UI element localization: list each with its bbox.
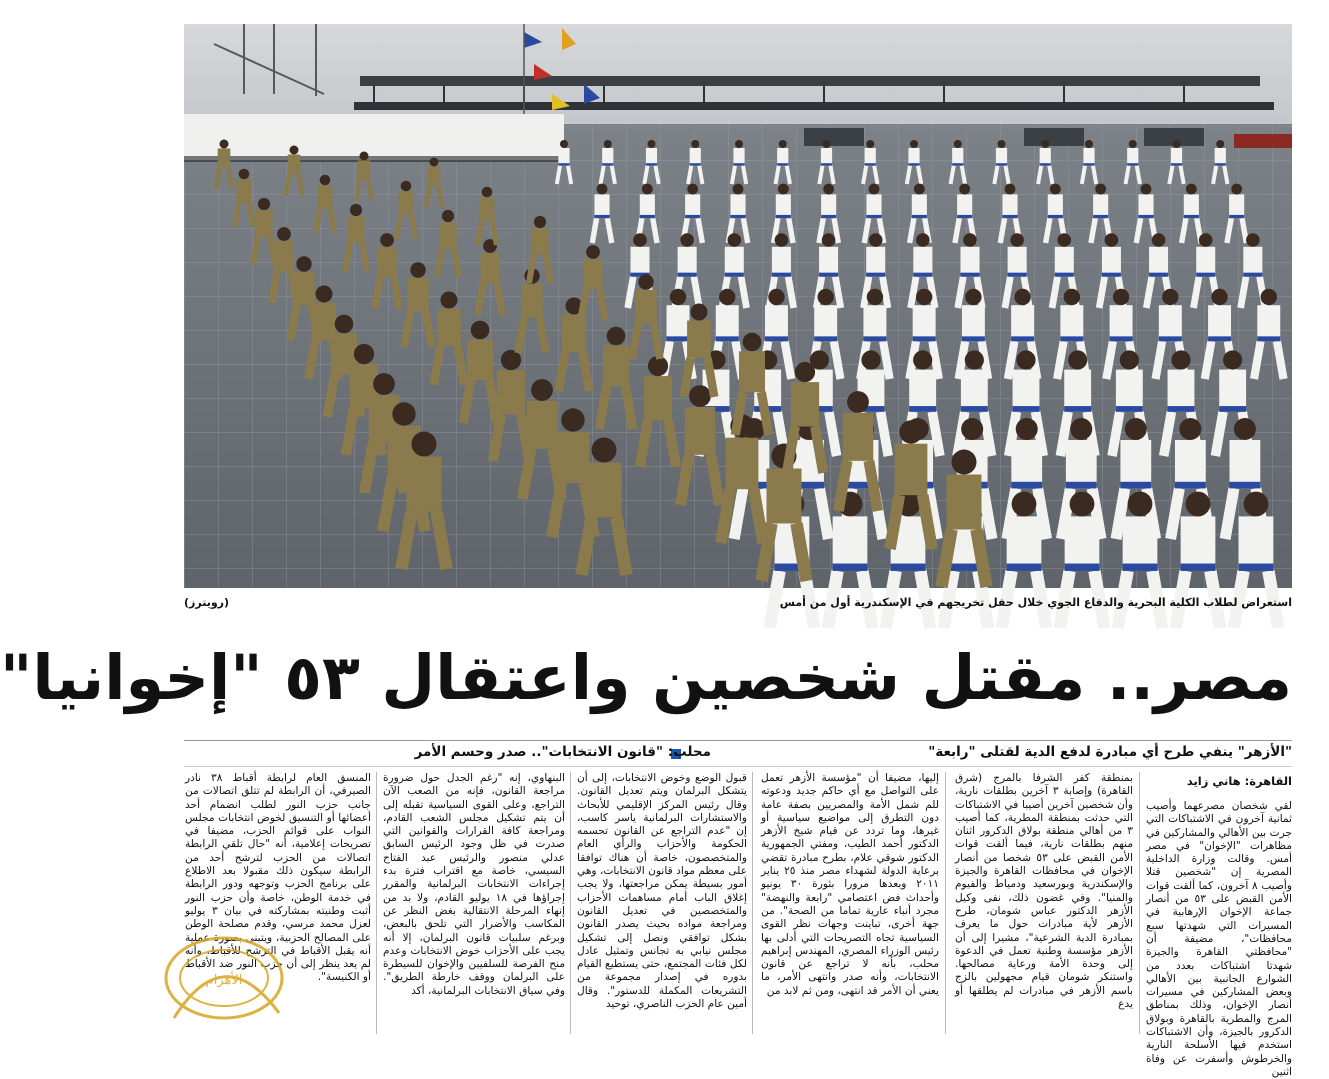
officer-line [184, 114, 564, 160]
article-column-2 [955, 772, 1133, 1034]
article-column-4 [577, 772, 747, 1034]
column-divider [570, 772, 571, 1034]
column-text: بمنطقة كفر الشرفا بالمرج (شرق القاهرة) وإصابة ٣ آخرين بطلقات نارية، وأن شخصين آخرين أصيبا في الاشتباكات التي حدثت بمنطقة المطرية، كما أصيب ٣ من أهالي منطقة بولاق الدكرور اثنان منهم بطلقات نارية، فيما ألقت قوات الأمن القبض على ٥٣ شخصا من أنصار الإخوان في محافظات القاهرة والجيزة والإسكندرية وبورسعيد ودمياط والفيوم والمنيا". وفي غضون ذلك، نفى وكيل الأزهر الدكتور عباس شومان، طرح الأزهر لأية مبادرات حول ما يعرف بمبادرة الدية الشرعية"، مشيرا إلى أن الأزهر مؤسسة وطنية تعمل في الدعوة إلى وحدة الأمة ورعاية مصالحها. واستنكر شومان قيام مجهولين بالزج باسم الأزهر في مبادرات لم يطلقها أو يدع [955, 772, 1133, 1011]
byline: القاهرة: هاني زايد [1186, 774, 1292, 788]
news-photo [184, 24, 1292, 588]
strap-bottom-rule [184, 766, 1292, 767]
article-column-3 [761, 772, 939, 1034]
column-text: البنهاوي، إنه "رغم الجدل حول ضرورة مراجعة القانون، فإنه من الصعب الآن التراجع، وعلى القوى السياسية تقبله إلى أن يتم تشكيل مجلس الشعب القادم، ومراجعة كافة القرارات والقوانين التي صدرت في ظل وجود الرئيس السابق عدلي منصور والرئيس عبد الفتاح السيسي، خاصة مع اقتراب فترة بدء إجراءات الانتخابات البرلمانية والمقرر إجراؤها في ١٨ يوليو القادم، ولا بد من إنهاء المرحلة الانتقالية بغض النظر عن المكاسب والأضرار التي تلحق بالبعض، وبرغم سلبيات قانون البرلمان، إلا أنه يجب على الأحزاب خوض الانتخابات وعدم منح الفرصة للسلفيين والإخوان للسيطرة على البرلمان ووقف خارطة الطريق". وفي سياق الانتخابات البرلمانية، أكد [383, 772, 566, 997]
pier [360, 76, 1260, 86]
subheadline-mahlab: محلب: "قانون الانتخابات".. صدر وحسم الأمر [414, 744, 711, 760]
column-text: لقي شخصان مصرعهما وأصيب ثمانية آخرون في الاشتباكات التي جرت بين الأهالي والمشاركين في مظاهرات "الإخوان" في مصر أمس. وقالت وزارة الداخلية المصرية إن "شخصين قتلا وأصيب ٨ آخرون، كما ألقت قوات الأمن القبض على ٥٣ من أنصار جماعة الإخوان الإرهابية في المسيرات التي شهدتها سبع محافظات"، مضيفة أن "محافظتي القاهرة والجيزة شهدتا اشتباكات بعدد من الشوارع الجانبية بين الأهالي وبعض المشاركين في مسيرات أنصار الإخوان، وذلك بمناطق المرج والمطرية بالقاهرة وبولاق الدكرور بالجيزة، وأن الاشتباكات استخدم فيها الأسلحة النارية والخرطوش وأسفرت عن وفاة اثنين [1146, 800, 1292, 1078]
photo-caption: استعراض لطلاب الكلية البحرية والدفاع الجوي خلال حفل تخريجهم في الإسكندرية أول من أمس [779, 596, 1292, 609]
headline: مصر.. مقتل شخصين واعتقال ٥٣ "إخوانيا" [0, 641, 1292, 714]
column-divider [376, 772, 377, 1034]
subheadline-azhar: "الأزهر" ينفي طرح أي مبادرة لدفع الدية لقتلى "رابعة" [928, 744, 1292, 760]
watermark-text: الأهرام [205, 973, 243, 988]
column-text: إليها، مضيفا أن "مؤسسة الأزهر تعمل على التواصل مع أي حاكم جديد ودعوته للم شمل الأمة والمصريين بصفة عامة دون التطرق إلى مواضيع سياسية أو غيرها، وما تردد عن قيام شيخ الأزهر الدكتور أحمد الطيب، ومفتي الجمهورية الدكتور شوقي علام، بطرح مبادرة تقضي برعاية الدولة لشهداء مصر منذ ٢٥ يناير ٢٠١١ وبعدها مرورا بثورة ٣٠ يونيو وأحداث فض اعتصامي "رابعة والنهضة" مجرد أنباء عارية تماما من الصحة". من جهة أخرى، تباينت وجهات نظر القوى السياسية تجاه التصريحات التي أدلى بها رئيس الوزراء المصري، المهندس إبراهيم محلب، بأنه لا تراجع عن قانون الانتخابات، وأنه صدر وانتهى الأمر، ما يعني أن الأمر قد انتهى، ومن ثم لابد من [761, 772, 939, 997]
column-text: المنسق العام لرابطة أقباط ٣٨ نادر الصيرفي، أن الرابطة لم تتلق اتصالات من جانب حزب النور لطلب انضمام أحد أعضائها أو التنسيق لخوض انتخابات مجلس النواب على قوائم الحزب، مضيفا في تصريحات إعلامية، أنه "حال تلقي الرابطة اتصالات من الحزب لترشح أحد من الرابطة سيكون ذلك مقبولا بعد الاطلاع على برنامج الحزب وتوجهه ودور الرابطة في خدمة الوطن، خاصة وأن حزب النور أثبت وطنيته بمشاركته في بيان ٣ يوليو لعزل محمد مرسي، وقدم مصلحة الوطن على المصالح الحزبية، ويتبنى بصورة عملية أنه يقبل الأقباط في الترشح للأقباط، وأنه لم يعد ينظر إلى أن حزب النور ضد الأقباط أو الكنيسة". [185, 772, 372, 984]
column-divider [945, 772, 946, 1034]
article-column-5 [383, 772, 565, 1034]
column-text: قبول الوضع وخوض الانتخابات، إلى أن يتشكل البرلمان ويتم تعديل القانون. وقال رئيس المركز الإقليمي للأبحاث والاستشارات البرلمانية ياسر كاسب، إن "عدم التراجع عن القانون تحسمه الحكومة والأحزاب والرأي العام والمتخصصون، خاصة أن هناك توافقا على معظم مواد قانون الانتخابات، وهي أمور بسيطة يمكن مراجعتها، ولا يجب إغلاق الباب أمام مساهمات الأحزاب والمتخصصين في تعديل القانون ومراجعة مواده بحيث يصدر القانون بشكل توافقي ونصل إلى تشكيل مجلس نيابي به تجانس وتمثيل عادل لكل فئات المجتمع، حتى يستطيع القيام بدوره في إصدار مجموعة من التشريعات المكملة للدستور". وقال أمين عام الحزب الناصري، توحيد [577, 772, 747, 1011]
parade-illustration [184, 24, 1292, 588]
article-column-1 [1146, 800, 1292, 1078]
photo-credit: (رويترز) [184, 596, 230, 609]
watermark-logo [154, 918, 304, 1032]
strap-top-rule [184, 740, 1292, 741]
column-divider [752, 772, 753, 1034]
column-divider [1139, 772, 1140, 1034]
